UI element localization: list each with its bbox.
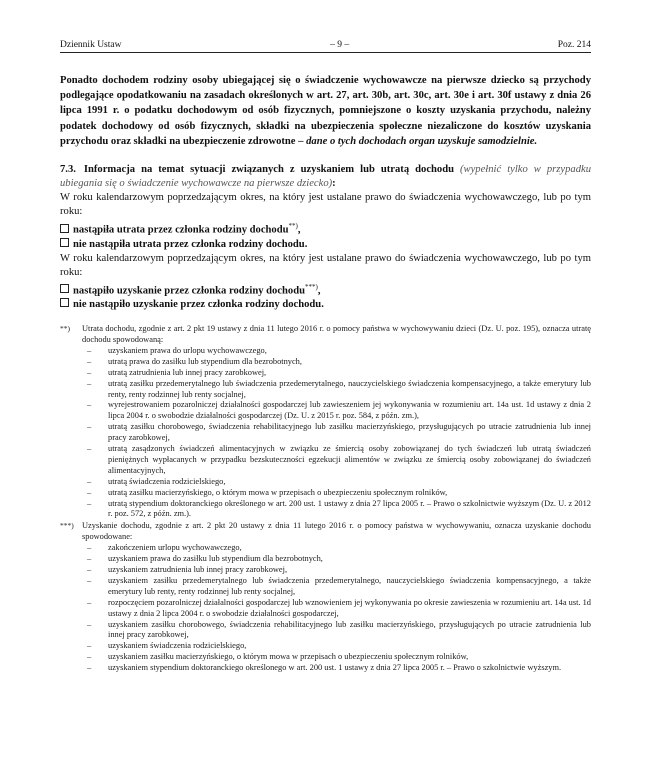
page-number: – 9 – [330, 40, 350, 50]
loss-no-option[interactable] [60, 238, 591, 252]
section-number: 7.3. [60, 164, 76, 176]
section-colon: : [332, 178, 336, 190]
list-item: – uzyskaniem prawa do zasiłku lub stypendium dla bezrobotnych, [82, 554, 591, 565]
income-paragraph [60, 73, 591, 149]
list-item: – wyrejestrowaniem pozarolniczej działalności gospodarczej lub zawieszeniem jej wykonywania w rozumieniu art. 14a ust. 1d ustawy z dnia 2 lipca 2004 r. o swobodzie działalności gospodarczej (Dz. U. z 2015 r. poz. 584, z późn. zm.), [82, 400, 591, 422]
income-paragraph-emphasis: dane o tych dochodach organ uzyskuje samodzielnie. [306, 135, 538, 147]
journal-name: Dziennik Ustaw [60, 40, 122, 50]
footnote-income-gain [60, 521, 591, 674]
loss-yes-option[interactable] [60, 219, 591, 238]
gain-yes-checkbox[interactable] [60, 284, 69, 293]
list-item: – utratą zasiłku chorobowego, świadczenia rehabilitacyjnego lub zasiłku macierzyńskiego, przysługujących po utracie zatrudnienia lub innej pracy zarobkowej, [82, 422, 591, 444]
list-item: – uzyskaniem zatrudnienia lub innej pracy zarobkowej, [82, 565, 591, 576]
gain-yes-option[interactable] [60, 280, 591, 299]
list-item: – uzyskaniem prawa do urlopu wychowawczego, [82, 346, 591, 357]
position-number: Poz. 214 [557, 40, 591, 50]
footnote-intro: Utrata dochodu, zgodnie z art. 2 pkt 19 ustawy z dnia 11 lutego 2016 r. o pomocy państwa w wychowywaniu dzieci (Dz. U. poz. 195), oznacza utratę dochodu spowodowaną: [82, 324, 591, 344]
footnotes [60, 324, 591, 674]
loss-no-checkbox[interactable] [60, 238, 69, 247]
list-item: – uzyskaniem zasiłku macierzyńskiego, o którym mowa w przepisach o ubezpieczeniu społecznym rolników, [82, 652, 591, 663]
footnote-mark: **) [60, 324, 70, 334]
gain-no-label: nie nastąpiło uzyskanie przez członka rodziny dochodu. [73, 299, 324, 311]
section-title: Informacja na temat sytuacji związanych z uzyskaniem lub utratą dochodu [83, 164, 454, 176]
footnote-list [82, 346, 591, 521]
income-paragraph-text: Ponadto dochodem rodziny osoby ubiegającej się o świadczenie wychowawcze na pierwsze dziecko są przychody podlegające opodatkowaniu na zasadach określonych w art. 27, art. 30b, art. 30c, art. 30e i art. 30f ustawy z dnia 26 lipca 1991 r. o podatku dochodowym od osób fizycznych, pomniejszone o koszty uzyskania przychodu, należny podatek dochodowy od osób fizycznych, składki na ubezpieczenia społeczne niezaliczone do kosztów uzyskania przychodu oraz składki na ubezpieczenie zdrowotne – [60, 75, 591, 147]
section-note: (wypełnić tylko w przypadku ubiegania się o świadczenie wychowawcze na pierwsze dziecko) [60, 164, 592, 190]
list-item: – utratą prawa do zasiłku lub stypendium dla bezrobotnych, [82, 357, 591, 368]
gain-yes-comma: , [317, 285, 321, 297]
list-item: – utratą zatrudnienia lub innej pracy zarobkowej, [82, 368, 591, 379]
list-item: – utratą zasądzonych świadczeń alimentacyjnych w związku ze śmiercią osoby zobowiązanej do tych świadczeń lub utratą świadczeń pieniężnych wypłacanych w przypadku bezskuteczności egzekucji alimentów w związku ze śmiercią osoby zobowiązanej do świadczeń alimentacyjnych, [82, 444, 591, 477]
gain-no-checkbox[interactable] [60, 298, 69, 307]
section-heading [60, 163, 591, 191]
list-item: – utratą świadczenia rodzicielskiego, [82, 477, 591, 488]
list-item: – utratą zasiłku przedemerytalnego lub świadczenia przedemerytalnego, nauczycielskiego świadczenia kompensacyjnego, a także emerytury lub renty, renty rodzinnej lub renty socjalnej, [82, 379, 591, 401]
loss-yes-checkbox[interactable] [60, 224, 69, 233]
gain-footnote-ref: ***) [305, 282, 318, 291]
page-header [60, 40, 591, 53]
loss-footnote-ref: **) [288, 222, 298, 231]
gain-no-option[interactable] [60, 298, 591, 312]
section-7-3 [60, 163, 591, 312]
list-item: – zakończeniem urlopu wychowawczego, [82, 543, 591, 554]
list-item: – utratą stypendium doktoranckiego określonego w art. 200 ust. 1 ustawy z dnia 27 lipca 2005 r. – Prawo o szkolnictwie wyższym (Dz. U. z 2012 r. poz. 572, z późn. zm.). [82, 499, 591, 521]
list-item: – rozpoczęciem pozarolniczej działalności gospodarczej lub wznowieniem jej wykonywania po okresie zawieszenia w rozumieniu art. 14a ust. 1d ustawy z dnia 2 lipca 2004 r. o swobodzie działalności gospodarczej, [82, 598, 591, 620]
list-item: – uzyskaniem stypendium doktoranckiego określonego w art. 200 ust. 1 ustawy z dnia 27 lipca 2005 r. – Prawo o szkolnictwie wyższym. [82, 663, 591, 674]
list-item: – utratą zasiłku macierzyńskiego, o którym mowa w przepisach o ubezpieczeniu społecznym rolników, [82, 488, 591, 499]
footnote-intro: Uzyskanie dochodu, zgodnie z art. 2 pkt 20 ustawy z dnia 11 lutego 2016 r. o pomocy państwa w wychowywaniu, oznacza uzyskanie dochodu spowodowane: [82, 521, 591, 542]
footnote-list [82, 543, 591, 674]
loss-yes-label: nastąpiła utrata przez członka rodziny dochodu [73, 224, 289, 236]
list-item: – uzyskaniem zasiłku chorobowego, świadczenia rehabilitacyjnego lub zasiłku macierzyńskiego, przysługujących po utracie zatrudnienia lub innej pracy zarobkowej, [82, 620, 591, 642]
footnote-income-loss [60, 324, 591, 520]
loss-question: W roku kalendarzowym poprzedzającym okres, na który jest ustalane prawo do świadczenia wychowawczego, lub po tym roku: [60, 192, 591, 218]
list-item: – uzyskaniem zasiłku przedemerytalnego lub świadczenia przedemerytalnego, nauczycielskiego świadczenia kompensacyjnego, a także emerytury lub renty, renty rodzinnej lub renty socjalnej, [82, 576, 591, 598]
list-item: – uzyskaniem świadczenia rodzicielskiego, [82, 641, 591, 652]
loss-no-label: nie nastąpiła utrata przez członka rodziny dochodu. [73, 238, 308, 250]
loss-yes-comma: , [297, 224, 301, 236]
footnote-mark: ***) [60, 521, 74, 531]
gain-question: W roku kalendarzowym poprzedzającym okres, na który jest ustalane prawo do świadczenia wychowawczego, lub po tym roku: [60, 252, 591, 278]
gain-yes-label: nastąpiło uzyskanie przez członka rodziny dochodu [73, 285, 306, 297]
